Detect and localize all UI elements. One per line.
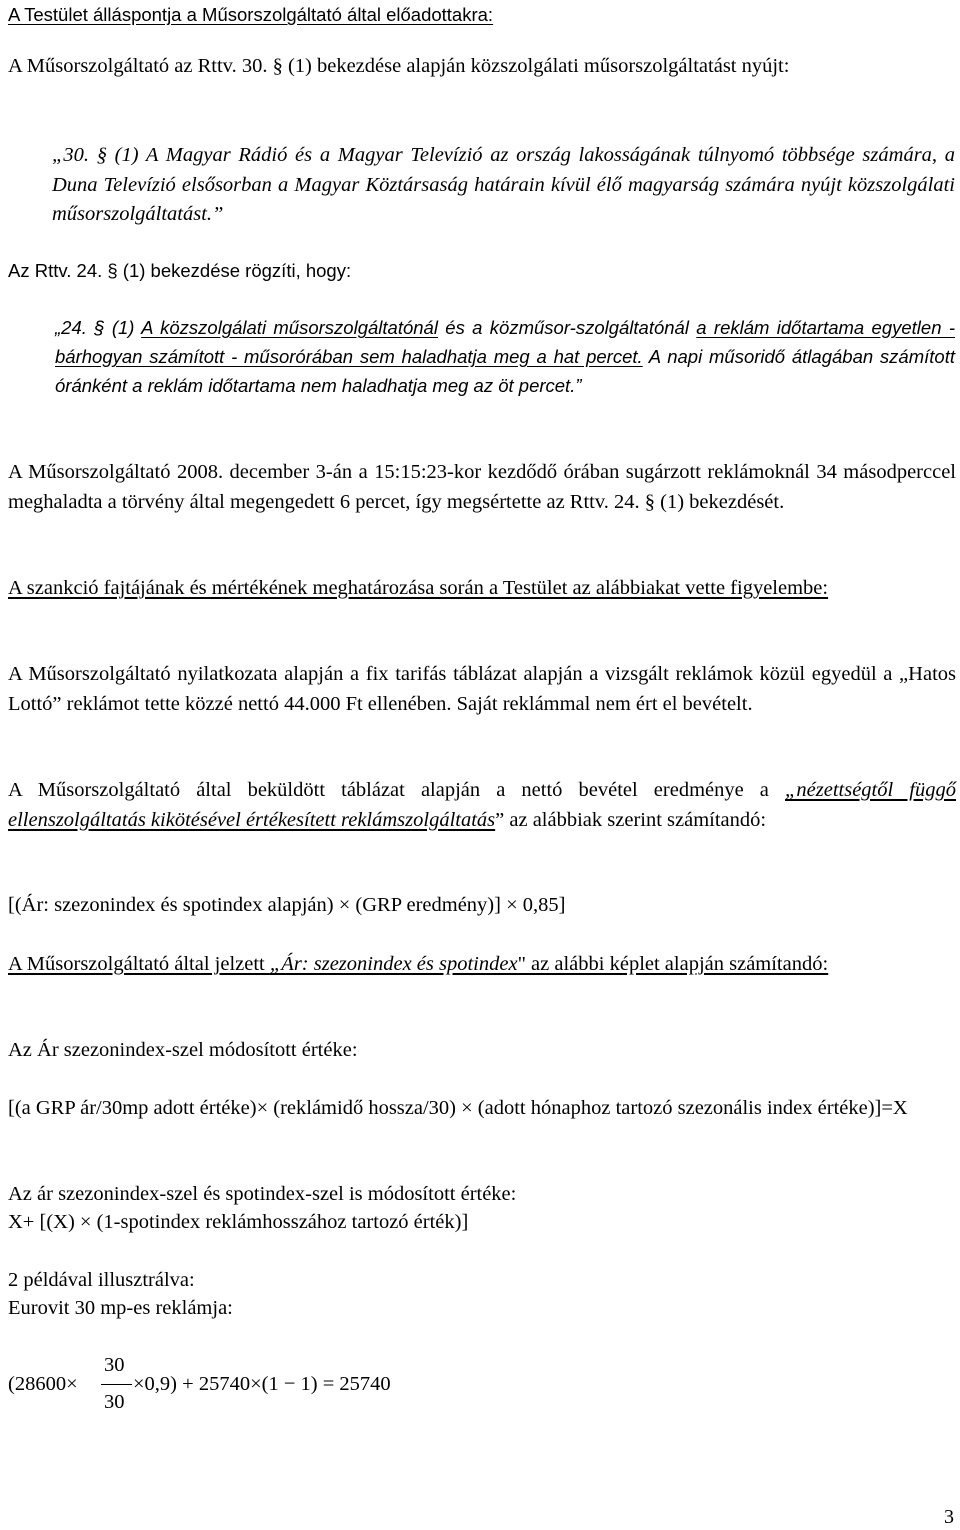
- quote-24-part-c: és a közműsor-szolgáltatónál: [437, 317, 697, 338]
- equation-denominator: 30: [104, 1391, 125, 1413]
- table-part-b: „nézettségtől függő ellenszolgáltatás kikötésével értékesített reklámszolgáltatás: [8, 779, 956, 831]
- page-number: 3: [944, 1506, 954, 1528]
- quote-rttv-30: „30. § (1) A Magyar Rádió és a Magyar Televízió az ország lakosságának túlnyomó többsége számára, a Duna Televízió elsősorban a Magyar Köztársaság határain kívül élő magyarság számára nyújt közszolgálati műsorszolgáltatást.”: [52, 144, 955, 225]
- table-part-c: ” az alábbiak szerint számítandó:: [495, 808, 767, 831]
- equation-right: ×0,9) + 25740×(1 − 1) = 25740: [133, 1373, 391, 1395]
- both-modified-label: Az ár szezonindex-szel és spotindex-szel is módosított értéke:: [8, 1183, 517, 1205]
- formula-1: [(Ár: szezonindex és spotindex alapján) × (GRP eredmény)] × 0,85]: [8, 894, 566, 916]
- modified-value-label: Az Ár szezonindex-szel módosított értéke:: [8, 1039, 358, 1061]
- table-part-a: A Műsorszolgáltató által beküldött táblázat alapján a nettó bevétel eredménye a: [8, 779, 786, 801]
- equation-left: (28600×: [8, 1373, 78, 1395]
- fraction-bar: [101, 1384, 132, 1385]
- example-title: Eurovit 30 mp-es reklámja:: [8, 1297, 233, 1319]
- sanction-heading: A szankció fajtájának és mértékének meghatározása során a Testület az alábbiakat vette figyelembe:: [8, 577, 829, 599]
- rttv-24-intro: Az Rttv. 24. § (1) bekezdése rögzíti, hogy:: [8, 260, 352, 281]
- quote-rttv-24: [55, 313, 955, 400]
- price-part-b: „Ár: szezonindex és spotindex: [269, 953, 518, 975]
- price-part-c: " az alábbi képlet alapján számítandó:: [517, 953, 829, 975]
- equation-numerator: 30: [104, 1354, 125, 1376]
- quote-24-part-d: a reklám időtartama egyetlen - bárhogyan számított - műsorórában sem haladhatja meg a hat percet.: [55, 317, 955, 367]
- table-paragraph: [8, 776, 956, 835]
- formula-2: [(a GRP ár/30mp adott értéke)× (reklámidő hossza/30) × (adott hónaphoz tartozó szezonális index értéke)]=X: [8, 1097, 908, 1119]
- statement-paragraph: A Műsorszolgáltató nyilatkozata alapján a fix tarifás táblázat alapján a vizsgált reklámok közül egyedül a „Hatos Lottó” reklámot tette közzé nettó 44.000 Ft ellenében. Saját reklámmal nem ért el bevételt.: [8, 663, 956, 715]
- violation-paragraph: A Műsorszolgáltató 2008. december 3-án a 15:15:23-kor kezdődő órában sugárzott reklámoknál 34 másodperccel meghaladta a törvény által megengedett 6 percet, így megsértette az Rttv. 24. § (1) bekezdését.: [8, 461, 956, 513]
- quote-24-part-a: „24. § (1): [55, 317, 142, 338]
- quote-24-part-b: A közszolgálati műsorszolgáltatónál: [141, 317, 438, 338]
- price-part-a: A Műsorszolgáltató által jelzett: [8, 953, 270, 975]
- quote-24-part-e: A napi műsoridő átlagában számított óránként a reklám időtartama nem haladhatja meg az öt percet.”: [55, 346, 955, 396]
- price-paragraph: [8, 950, 956, 980]
- example-intro: 2 példával illusztrálva:: [8, 1269, 195, 1291]
- formula-3: X+ [(X) × (1-spotindex reklámhosszához tartozó érték)]: [8, 1211, 469, 1233]
- intro-paragraph: A Műsorszolgáltató az Rttv. 30. § (1) bekezdése alapján közszolgálati műsorszolgáltatást nyújt:: [8, 55, 790, 77]
- section-heading: A Testület álláspontja a Műsorszolgáltató által előadottakra:: [8, 4, 494, 25]
